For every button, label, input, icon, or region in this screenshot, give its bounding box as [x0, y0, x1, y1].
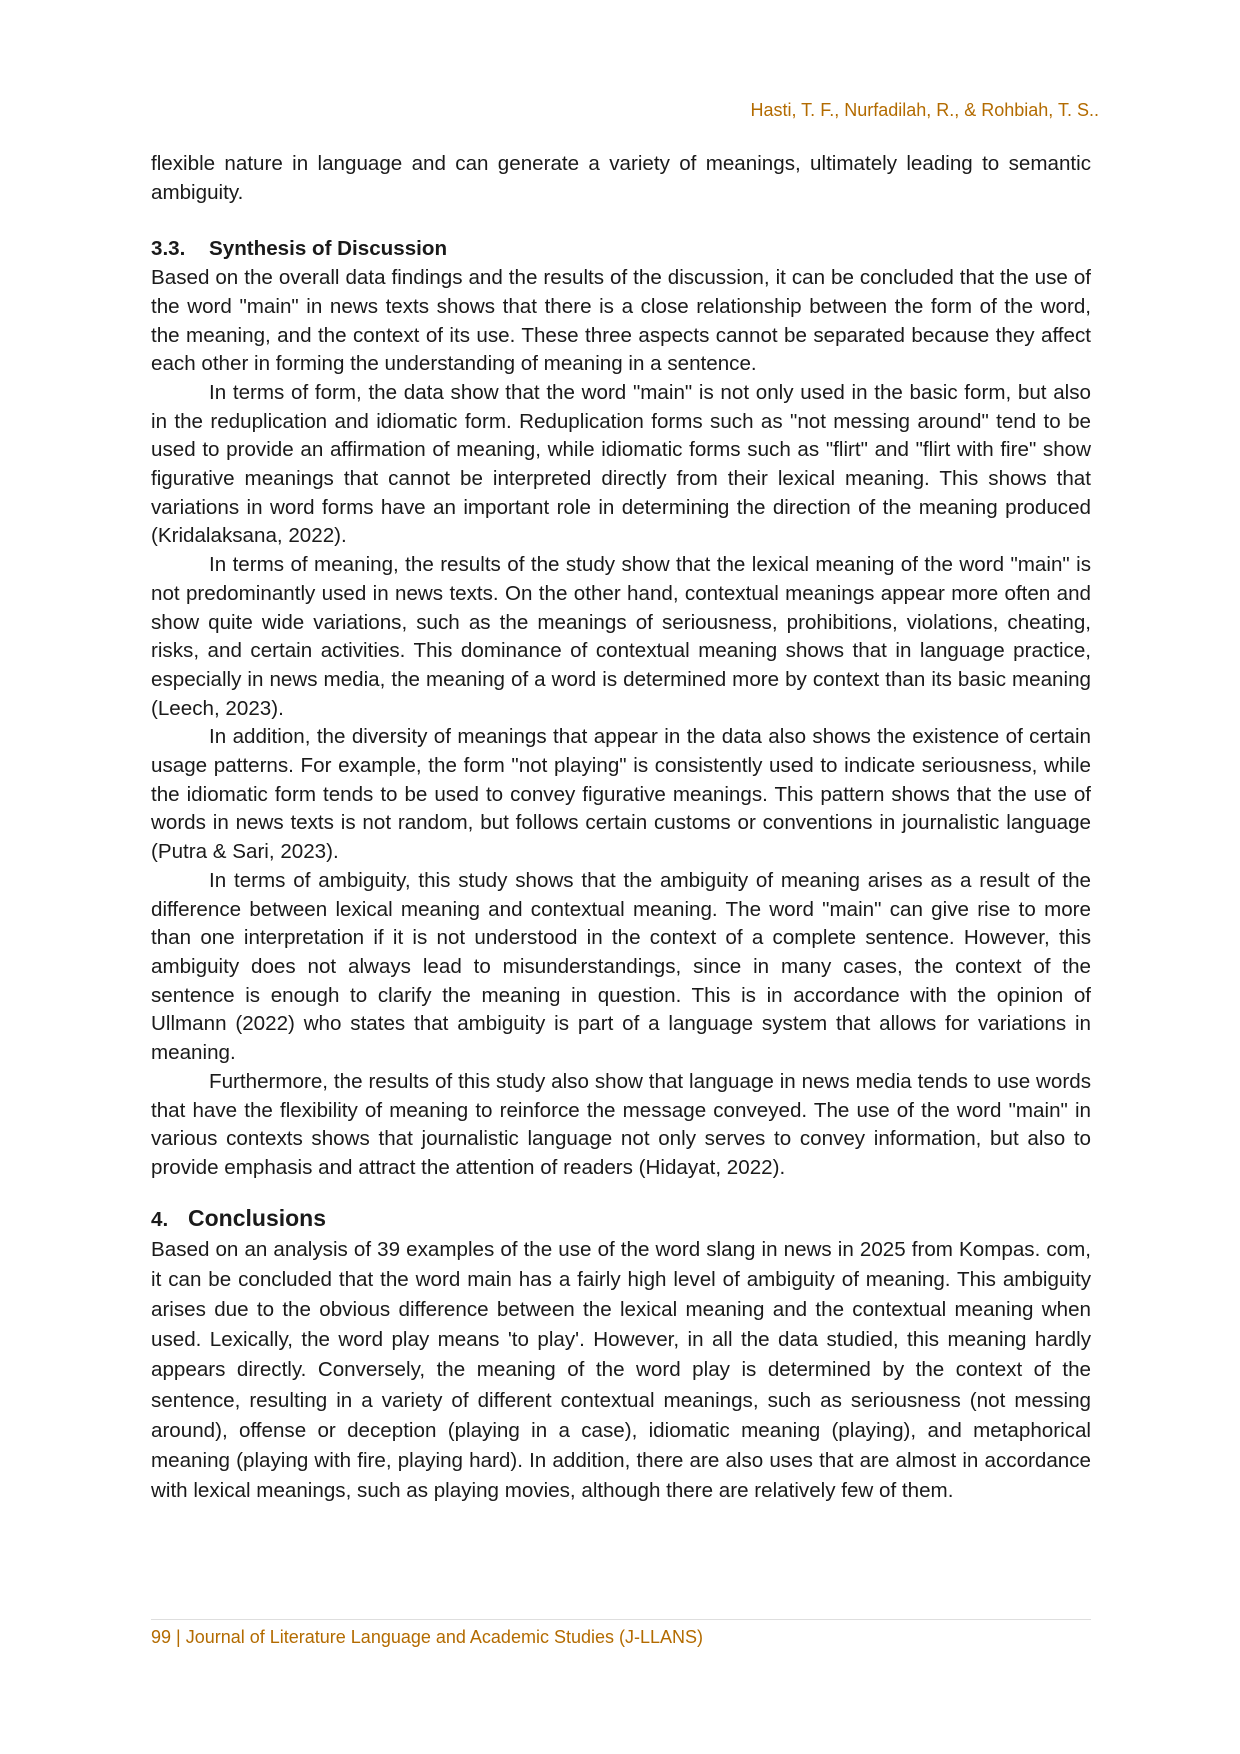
section-heading-3-3 — [151, 235, 1091, 264]
page-body — [151, 150, 1091, 1506]
synthesis-paragraph-1: Based on the overall data findings and the results of the discussion, it can be concluded that the use of the word "main" in news texts shows that there is a close relationship between the form of the word, the meaning, and the context of its use. These three aspects cannot be separated because they affect each other in forming the understanding of meaning in a sentence. — [151, 266, 1091, 376]
section-title: Conclusions — [188, 1204, 327, 1231]
section-heading-4 — [151, 1203, 1091, 1235]
page-footer: 99 | Journal of Literature Language and Academic Studies (J-LLANS) — [151, 1627, 704, 1647]
conclusions-paragraph: Based on an analysis of 39 examples of the use of the word slang in news in 2025 from Kompas. com, it can be concluded that the word main has a fairly high level of ambiguity of meaning. This ambiguity arises due to the obvious difference between the lexical meaning and the contextual meaning when used. Lexically, the word play means 'to play'. However, in all the data studied, this meaning hardly appears directly. Conversely, the meaning of the word play is determined by the context of the sentence, resulting in a variety of different contextual meanings, such as seriousness (not messing around), offense or deception (playing in a case), idiomatic meaning (playing), and metaphorical meaning (playing with fire, playing hard). In addition, there are also uses that are almost in accordance with lexical meanings, such as playing movies, although there are relatively few of them. — [151, 1237, 1091, 1503]
section-number: 4. — [151, 1207, 169, 1231]
running-head: Hasti, T. F., Nurfadilah, R., & Rohbiah, T. S.. — [750, 100, 1099, 120]
synthesis-paragraph-2: In terms of form, the data show that the word "main" is not only used in the basic form, but also in the reduplication and idiomatic form. Reduplication forms such as "not messing around" tend to be used to provide an affirmation of meaning, while idiomatic forms such as "flirt" and "flirt with fire" show figurative meanings that cannot be interpreted directly from their lexical meaning. This shows that variations in word forms have an important role in determining the direction of the meaning produced (Kridalaksana, 2022). — [151, 380, 1091, 548]
synthesis-paragraph-4: In addition, the diversity of meanings that appear in the data also shows the existence of certain usage patterns. For example, the form "not playing" is consistently used to indicate seriousness, while the idiomatic form tends to be used to convey figurative meanings. This pattern shows that the use of words in news texts is not random, but follows certain customs or conventions in journalistic language (Putra & Sari, 2023). — [151, 725, 1091, 864]
synthesis-paragraph-6: Furthermore, the results of this study also show that language in news media tends to use words that have the flexibility of meaning to reinforce the message conveyed. The use of the word "main" in various contexts shows that journalistic language not only serves to convey information, but also to provide emphasis and attract the attention of readers (Hidayat, 2022). — [151, 1069, 1091, 1179]
section-title: Synthesis of Discussion — [209, 237, 448, 261]
section-number: 3.3. — [151, 237, 186, 261]
intro-continuation-paragraph: flexible nature in language and can generate a variety of meanings, ultimately leading to semantic ambiguity. — [151, 152, 1091, 204]
synthesis-paragraph-5: In terms of ambiguity, this study shows that the ambiguity of meaning arises as a result of the difference between lexical meaning and contextual meaning. The word "main" can give rise to more than one interpretation if it is not understood in the context of a complete sentence. However, this ambiguity does not always lead to misunderstandings, since in many cases, the context of the sentence is enough to clarify the meaning in question. This is in accordance with the opinion of Ullmann (2022) who states that ambiguity is part of a language system that allows for variations in meaning. — [151, 868, 1091, 1065]
footer-divider — [151, 1619, 1091, 1620]
synthesis-paragraph-3: In terms of meaning, the results of the study show that the lexical meaning of the word "main" is not predominantly used in news texts. On the other hand, contextual meanings appear more often and show quite wide variations, such as the meanings of seriousness, prohibitions, violations, cheating, risks, and certain activities. This dominance of contextual meaning shows that in language practice, especially in news media, the meaning of a word is determined more by context than its basic meaning (Leech, 2023). — [151, 553, 1091, 720]
